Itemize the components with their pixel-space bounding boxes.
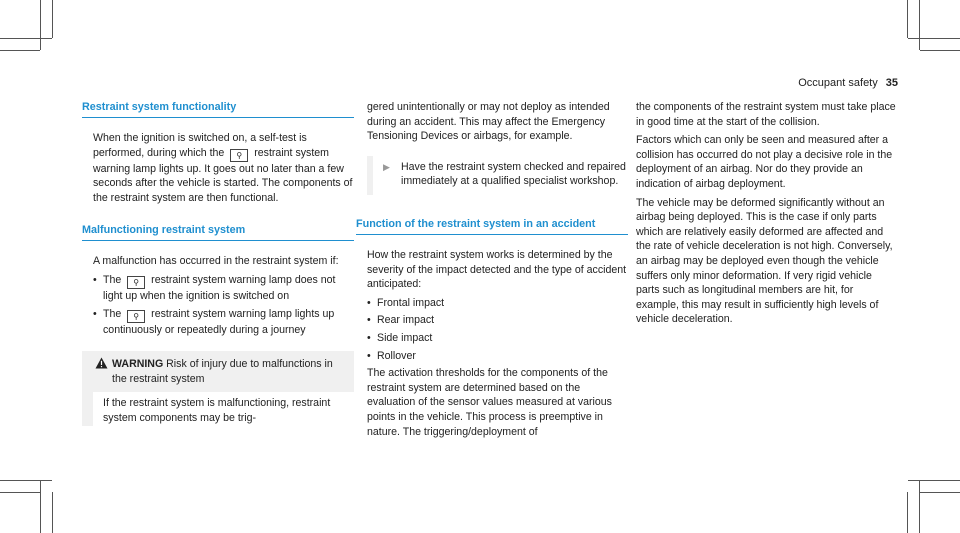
list-item-text: The: [103, 307, 122, 320]
paragraph-text: restraint system warning lamp lights up. It goes out no later than a few seconds after the vehicle is started. The components of the restraint system are then functional.: [93, 146, 353, 204]
paragraph: A malfunction has occurred in the restraint system if:: [93, 255, 339, 268]
section-body: [625, 100, 897, 327]
crop-mark: [40, 0, 41, 50]
warning-heading: Risk of injury due to malfunctions in the restraint system: [112, 358, 333, 385]
crop-mark: [907, 0, 908, 38]
note-box: [367, 156, 628, 195]
list-item: [82, 307, 354, 338]
crop-mark: [40, 480, 41, 533]
crop-mark: [52, 492, 53, 533]
paragraph: The vehicle may be deformed significantly without an airbag being deployed. This is the case if only parts which are relatively easily deformed are affected and the rate of vehicle deceleration is not high. Conversely, an airbag may be deployed even though the vehicle suffers only minor deformation. If very rigid vehicle parts such as longitudinal members are hit, for example, this may result in sufficiently high levels of vehicle deceleration.: [636, 196, 893, 326]
list-item: • Side impact: [356, 331, 628, 346]
crop-mark: [908, 480, 960, 481]
crop-mark: [0, 38, 52, 39]
list-item-text: restraint system warning lamp does not light up when the ignition is switched on: [103, 273, 336, 302]
crop-mark: [0, 50, 40, 51]
list-item: • Rollover: [356, 349, 628, 364]
warning-header: [82, 351, 354, 392]
warning-box: [82, 351, 354, 425]
section-body: [356, 366, 628, 439]
paragraph: gered unintentionally or may not deploy as intended during an accident. This may affect the Emergency Tensioning Devices or airbags, for example.: [367, 101, 610, 143]
list-item: • Rear impact: [356, 313, 628, 328]
crop-mark: [919, 480, 920, 533]
crop-mark: [0, 492, 40, 493]
list-item-text: The: [103, 273, 122, 286]
column-1: [82, 100, 354, 426]
list-item-text: restraint system warning lamp lights up continuously or repeatedly during a journey: [103, 307, 335, 336]
note-text: Have the restraint system checked and repaired immediately at a qualified specialist workshop.: [401, 160, 626, 188]
crop-mark: [920, 492, 960, 493]
list-item: [82, 273, 354, 304]
column-2: [356, 100, 628, 443]
paragraph: How the restraint system works is determined by the severity of the impact detected and the type of accident anticipated:: [367, 248, 627, 291]
list-item: • Frontal impact: [356, 296, 628, 311]
warning-body: If the restraint system is malfunctioning, restraint system components may be trig-: [82, 392, 354, 425]
section-body: [82, 131, 354, 205]
seat-occupant-restraint-icon: ⚲: [127, 276, 145, 289]
warning-label: WARNING: [112, 358, 164, 371]
crop-mark: [919, 0, 920, 50]
crop-mark: [52, 0, 53, 38]
crop-mark: [908, 38, 960, 39]
heading-function-in-accident: Function of the restraint system in an accident: [356, 217, 628, 235]
section-body: [82, 254, 354, 269]
paragraph: [93, 131, 354, 205]
heading-malfunctioning-restraint: Malfunctioning restraint system: [82, 223, 354, 241]
crop-mark: [920, 50, 960, 51]
paragraph: Factors which can only be seen and measured after a collision has occurred do not play a decisive role in the deployment of an airbag. Nor do they provide an indication of airbag deployment.: [636, 134, 893, 190]
paragraph: The activation thresholds for the components of the restraint system are determined based on the evaluation of the sensor values measured at various points in the vehicle. This process is preemptive in nature. The triggering/deployment of: [367, 367, 612, 438]
section-body: [356, 100, 628, 144]
paragraph: the components of the restraint system must take place in good time at the start of the collision.: [636, 101, 896, 128]
page-number: 35: [885, 77, 898, 89]
section-body: [356, 248, 628, 292]
seat-occupant-restraint-icon: ⚲: [127, 310, 145, 323]
column-3: [625, 100, 897, 331]
paragraph-text: When the ignition is switched on, a self-test is performed, during which the: [93, 132, 307, 159]
crop-mark: [907, 492, 908, 533]
arrow-right-icon: ▶: [383, 161, 390, 172]
section-title: Occupant safety: [798, 77, 878, 89]
page-header: [798, 76, 898, 91]
seat-occupant-restraint-icon: ⚲: [230, 149, 248, 162]
warning-triangle-icon: [95, 357, 108, 374]
crop-mark: [0, 480, 52, 481]
heading-restraint-functionality: Restraint system functionality: [82, 100, 354, 118]
